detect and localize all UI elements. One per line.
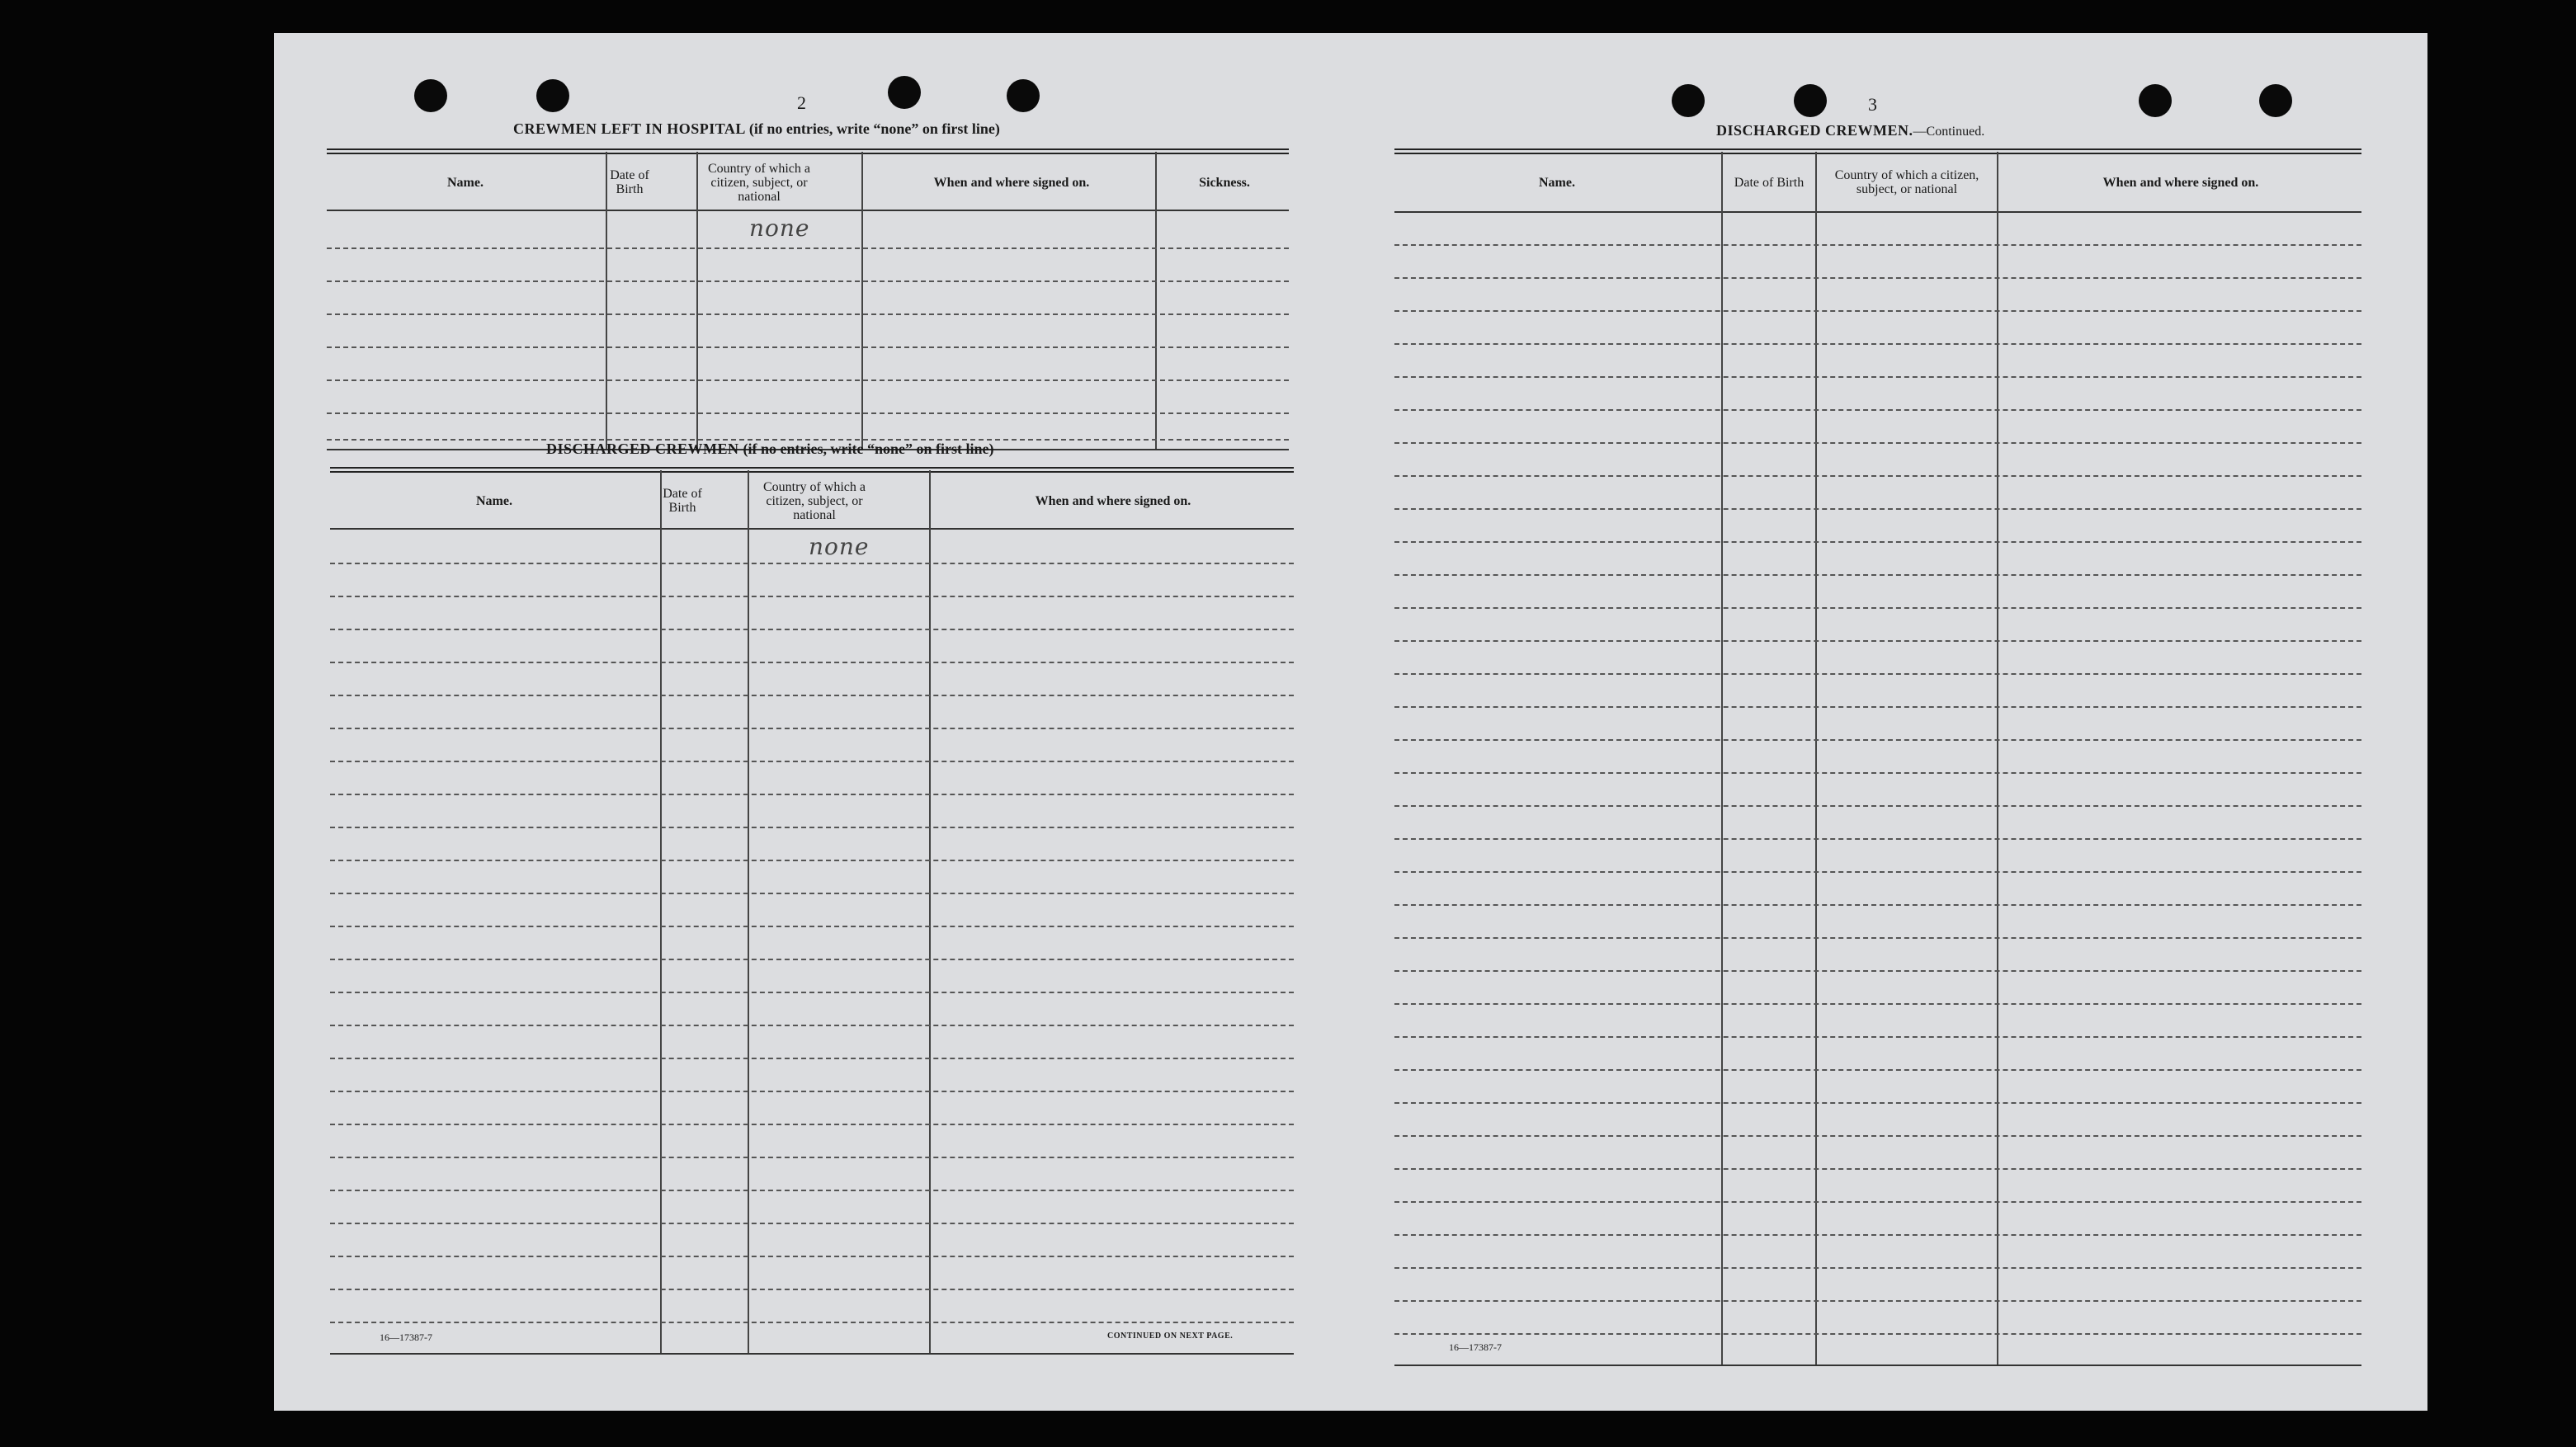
table-title bbox=[1716, 122, 1984, 139]
document-sheet bbox=[274, 33, 2427, 1411]
column-header-name: Name. bbox=[476, 493, 512, 508]
table-title-note: (if no entries, write “none” on first line) bbox=[748, 120, 1000, 137]
continued-note: CONTINUED ON NEXT PAGE. bbox=[1107, 1332, 1234, 1341]
column-header-sickness: Sickness. bbox=[1199, 175, 1250, 190]
punch-hole bbox=[536, 79, 569, 112]
column-header-country: Country of which a citizen, subject, or national bbox=[1834, 168, 1979, 196]
column-header-signed-on: When and where signed on. bbox=[2102, 175, 2259, 190]
column-header-date-of-birth: Date of Birth bbox=[663, 487, 702, 515]
table-title-text: DISCHARGED CREWMEN. bbox=[1716, 122, 1913, 139]
column-header-name: Name. bbox=[1539, 175, 1575, 190]
punch-hole bbox=[2139, 84, 2172, 117]
page-number: 3 bbox=[1868, 94, 1877, 115]
column-header-date-of-birth: Date of Birth bbox=[610, 168, 649, 196]
column-header-signed-on: When and where signed on. bbox=[933, 175, 1090, 190]
table-title-suffix: —Continued. bbox=[1913, 125, 1985, 139]
hospital-table bbox=[327, 148, 1289, 450]
table-title bbox=[546, 441, 993, 458]
discharged-table-continued bbox=[1394, 148, 2361, 1366]
form-number: 16—17387-7 bbox=[380, 1332, 432, 1343]
column-header-name: Name. bbox=[447, 175, 484, 190]
column-header-signed-on: When and where signed on. bbox=[1035, 493, 1191, 508]
column-header-country: Country of which a citizen, subject, or national bbox=[763, 479, 866, 522]
punch-hole bbox=[888, 76, 921, 109]
punch-hole bbox=[1794, 84, 1827, 117]
table-title bbox=[513, 120, 1000, 138]
table-title-text: DISCHARGED CREWMEN bbox=[546, 441, 739, 457]
handwritten-entry: none bbox=[749, 214, 810, 242]
punch-hole bbox=[1007, 79, 1040, 112]
page-number: 2 bbox=[797, 92, 806, 113]
table-title-note: (if no entries, write “none” on first line) bbox=[743, 441, 994, 457]
form-number: 16—17387-7 bbox=[1449, 1341, 1502, 1353]
column-header-country: Country of which a citizen, subject, or national bbox=[708, 161, 810, 204]
discharged-table bbox=[330, 467, 1294, 1355]
column-header-date-of-birth: Date of Birth bbox=[1734, 175, 1805, 190]
handwritten-entry: none bbox=[809, 533, 870, 560]
punch-hole bbox=[2259, 84, 2292, 117]
table-title-text: CREWMEN LEFT IN HOSPITAL bbox=[513, 120, 745, 137]
punch-hole bbox=[1672, 84, 1705, 117]
punch-hole bbox=[414, 79, 447, 112]
